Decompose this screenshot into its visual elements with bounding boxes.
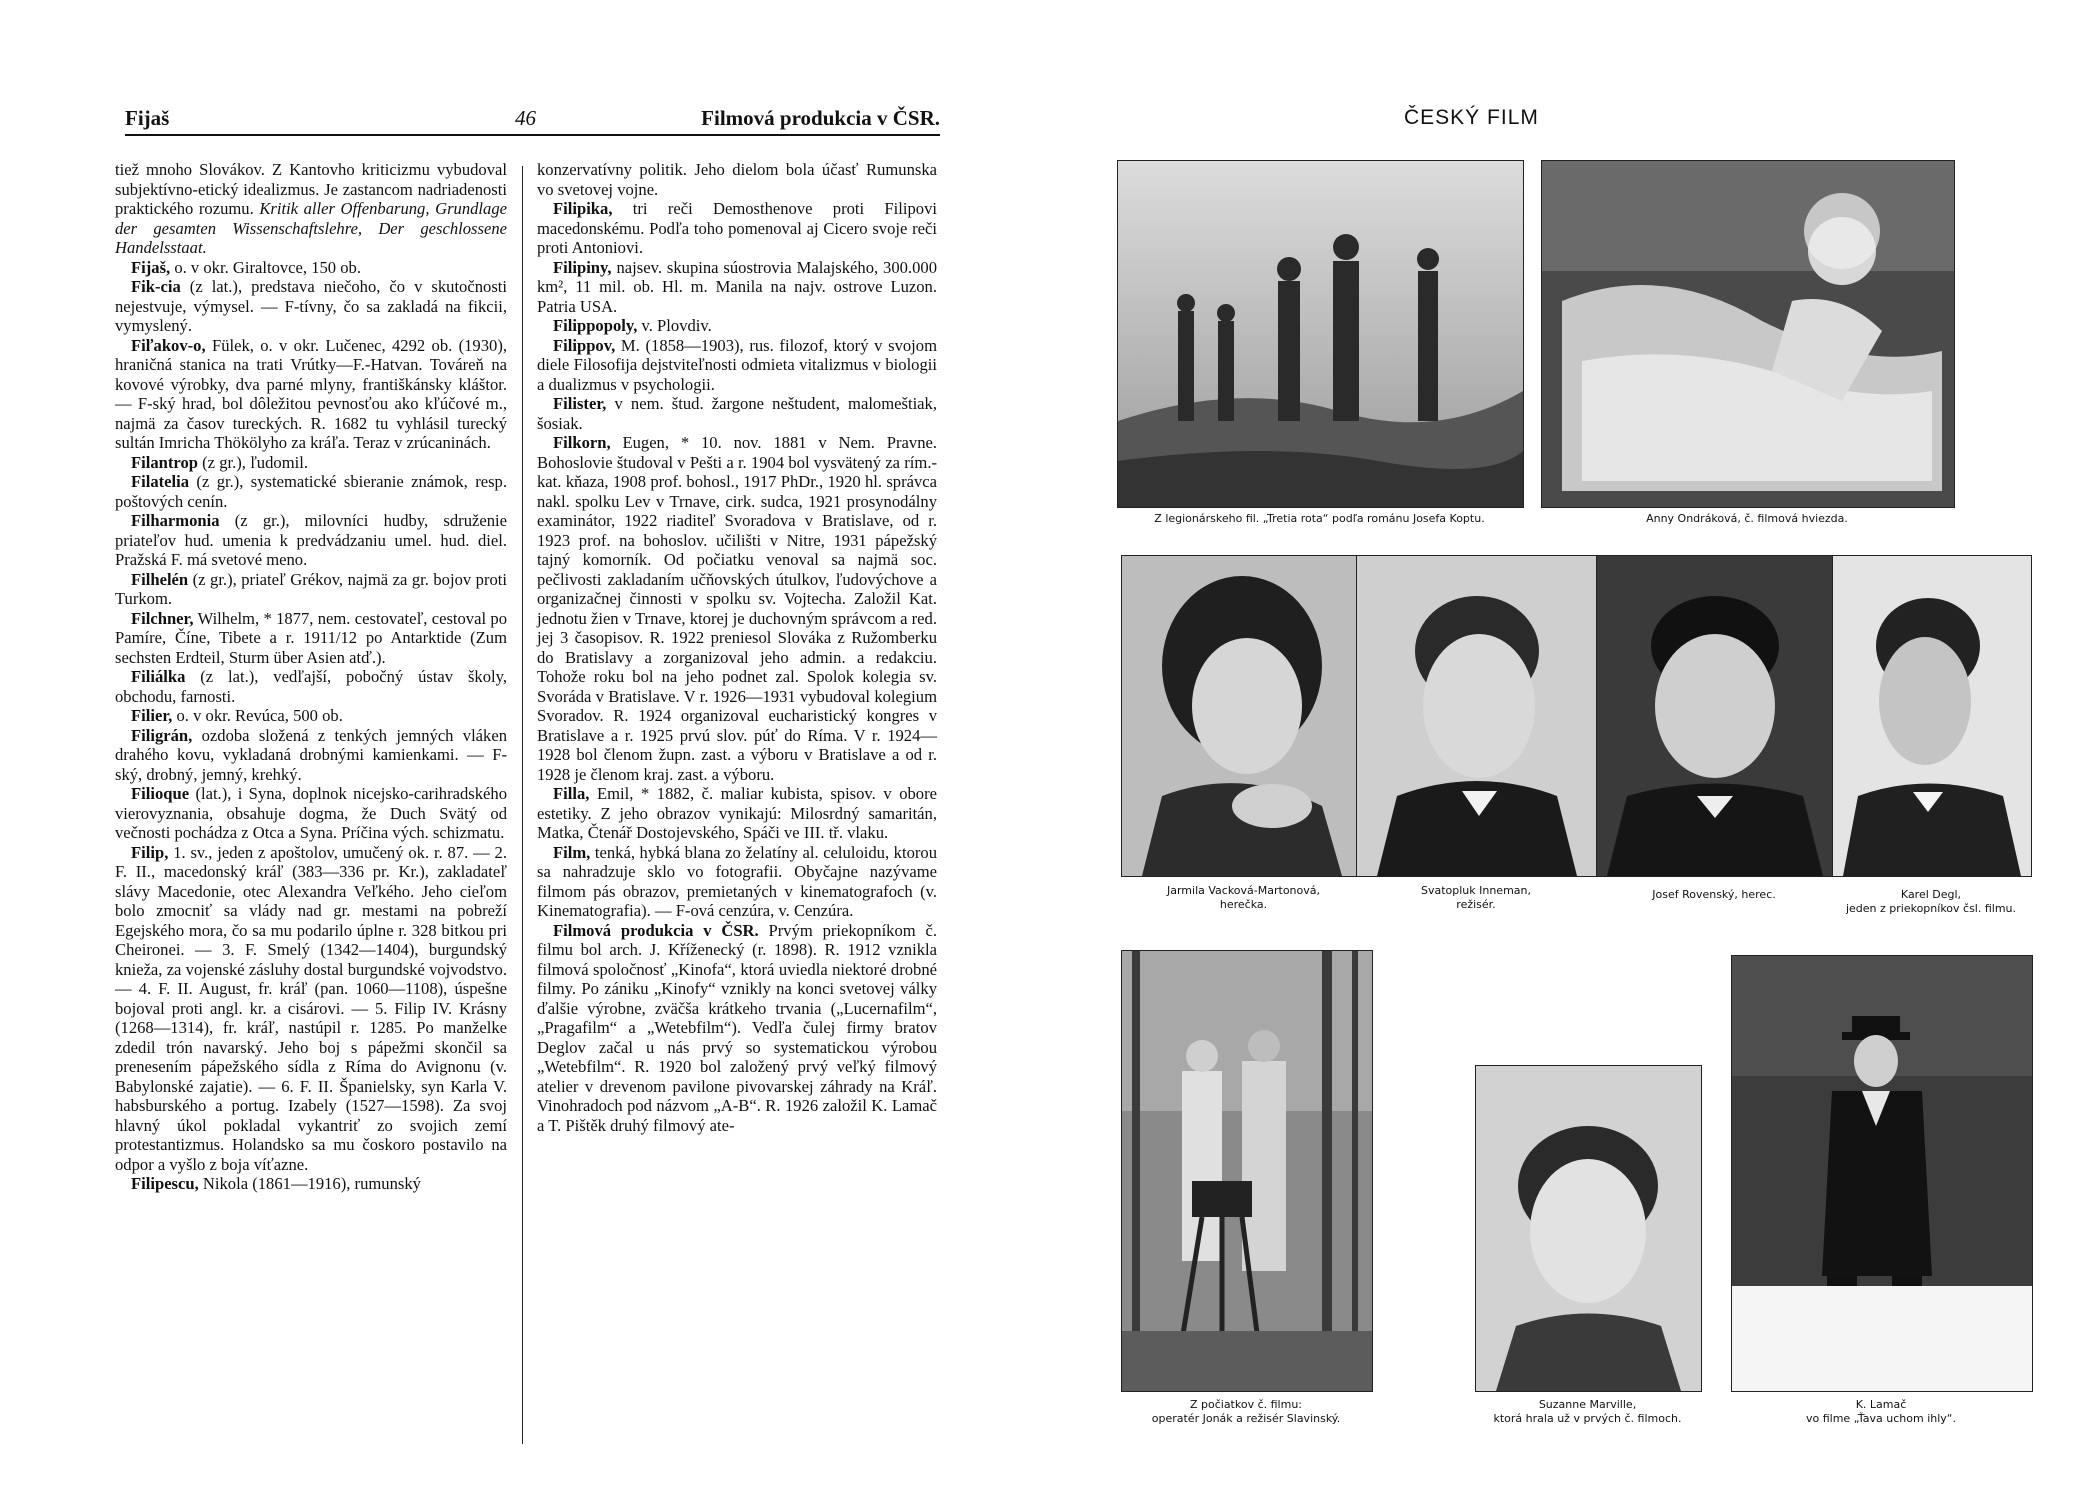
entry-paragraph: Filister, v nem. štud. žargone neštudent, malomeštiak, šosiak.	[537, 394, 937, 433]
entry-paragraph: Filatelia (z gr.), systematické sbieranie známok, resp. poštových cenín.	[115, 472, 507, 511]
column-right	[537, 160, 937, 1135]
caption-lamac: K. Lamač vo filme „Ťava uchom ihly“.	[1806, 1398, 1956, 1425]
running-header	[125, 106, 940, 132]
caption-marville: Suzanne Marville, ktorá hrala už v prvých č. filmoch.	[1493, 1398, 1682, 1425]
entry-paragraph: Fijaš, o. v okr. Giraltovce, 150 ob.	[131, 257, 361, 277]
entry-paragraph: Filier, o. v okr. Revúca, 500 ob.	[131, 706, 343, 725]
entry-paragraph: Filigrán, ozdoba složená z tenkých jemných vláken drahého kovu, vykladaná drobnými kamienkami. — F-ský, drobný, jemný, krehký.	[115, 725, 507, 784]
entry-paragraph: Filipika, tri reči Demosthenove proti Filipovi macedonskému. Podľa toho pomenoval aj Cicero svoje reči proti Antoniovi.	[537, 199, 937, 257]
caption-rovensky: Josef Rovenský, herec.	[1652, 888, 1776, 901]
entry-paragraph: Film, tenká, hybká blana zo želatíny al. celuloidu, ktorou sa nahradzuje sklo vo fotografii. Obyčajne nazývame filmom pás obrazov, premietaných v kinematografoch (v. Kinematografia). — F-ová cenzúra, v. Cenzúra.	[537, 842, 937, 920]
photo-inneman	[1356, 555, 1598, 877]
entry-paragraph: Fik-cia (z lat.), predstava niečoho, čo v skutočnosti nejestvuje, výmysel. — F-tívny, čo sa zakladá na fikcii, vymyslený.	[115, 277, 507, 335]
photo-degl	[1832, 555, 2032, 877]
entry-paragraph: Filla, Emil, * 1882, č. maliar kubista, spisov. v obore estetiky. Z jeho obrazov vynikajú: Milosrdný samaritán, Matka, Čtenář Dostojevského, Spáči ve III. tř. vlaku.	[537, 784, 937, 842]
entry-paragraph: konzervatívny politik. Jeho dielom bola účasť Rumunska vo svetovej vojne.	[537, 160, 937, 199]
entry-paragraph: tiež mnoho Slovákov. Z Kantovho kriticizmu vybudoval subjektívno-etický idealizmus. Je zastancom nadriadenosti praktického rozumu. Kritik aller Offenbarung, Grundlage der gesamten Wissenschaftslehre, Der geschlossene Handelsstaat.	[115, 160, 507, 257]
entry-paragraph: Filiálka (z lat.), vedľajší, pobočný ústav školy, obchodu, farnosti.	[115, 667, 507, 706]
caption-legionnaires: Z legionárskeho fil. „Tretia rota“ podľa románu Josefa Koptu.	[1154, 512, 1485, 525]
caption-inneman: Svatopluk Inneman, režisér.	[1420, 884, 1532, 911]
entry-paragraph: Filipiny, najsev. skupina súostrovia Malajského, 300.000 km², 11 mil. ob. Hl. m. Manila na najv. ostrove Luzon. Patria USA.	[537, 257, 937, 316]
header-rule	[125, 134, 940, 136]
caption-vackova: Jarmila Vacková-Martonová, herečka.	[1166, 884, 1320, 911]
entry-paragraph: Filharmonia (z gr.), milovníci hudby, sdruženie priateľov hud. umenia k predvádzaniu umel. hud. diel. Pražská F. má svetové meno.	[115, 511, 507, 569]
column-divider	[522, 166, 523, 1444]
entry-paragraph: Filip, 1. sv., jeden z apoštolov, umučený ok. r. 87. — 2. F. II., macedonský kráľ (383—336 pr. Kr.), zakladateľ slávy Macedonie, otec Alexandra Veľkého. Jeho cieľom bolo zmocniť sa vlády nad gr. mestami na pobreží Egejského mora, čo sa mu podarilo úplne r. 328 bitkou pri Cheironei. — 3. F. Smelý (1342—1404), burgundský knieža, za vojenské zásluhy dostal burgundské vojvodstvo. — 4. F. II. August, fr. kráľ (pan. 1060—1108), úspešne bojoval proti angl. kr. a cisárovi. — 5. Filip IV. Krásny (1268—1314), fr. kráľ, nastúpil r. 1285. Po manželke zdedil trón navarský. Jeho boj s pápežmi skončil sa prenesením pápežského sídla z Ríma do Avignonu (v. Babylonské zajatie). — 6. F. II. Španielsky, syn Karla V. habsburského a portug. Izabely (1527—1598). Za svoj hlavný úkol pokladal vykantriť zo svojich zemí protestantizmus. Holandsko sa mu čoskoro postavilo na odpor a vyšlo z boja víťazne.	[115, 842, 507, 1174]
photo-rovensky	[1596, 555, 1834, 877]
photo-ondrakova	[1541, 160, 1955, 508]
entry-paragraph: Filioque (lat.), i Syna, doplnok nicejsko-carihradského vierovyznania, obsahuje dogma, že Duch Svätý od večnosti pochádza z Otca a Syna. Príčina vých. schizmatu.	[115, 784, 507, 842]
entry-paragraph: Filippov, M. (1858—1903), rus. filozof, ktorý v svojom diele Filosofija dejstviteľnosti odmieta vitalizmus v biologii a dualizmus v psychologii.	[537, 335, 937, 394]
entry-paragraph: Filkorn, Eugen, * 10. nov. 1881 v Nem. Pravne. Bohoslovie študoval v Pešti a r. 1904 bol vysvätený za rím.-kat. kňaza, 1908 prof. bohosl., 1917 PhDr., 1920 hl. správca nakl. spolku Lev v Trnave, cirk. sudca, 1921 prosynodálny examinátor, 1922 riaditeľ Svoradova v Bratislave, od r. 1923 prof. na bohoslov. učilišti v Nitre, 1931 pápežský tajný komorník. Od počiatku venoval sa najmä soc. pečlivosti zakladaním učňovských útulkov, ľudovýchove a organizačnej činnosti v spolku sv. Vojtecha. Založil Kat. jednotu žien v Trnave, ktorej je duchovným správcom a red. jej 3 časopisov. R. 1922 preniesol Slováka z Ružomberku do Bratislavy a zorganizoval jeho admin. a redakciu. Tohože roku bol na jeho podnet zal. Spolok kolegia sv. Svoráda v Bratislave. V r. 1926—1931 vybudoval kolegium Svoradov. R. 1924 organizoval eucharistický kongres v Bratislave a r. 1925 prvú slov. púť do Ríma. V r. 1924—1928 bol členom župn. zast. a výboru v Bratislave a od r. 1928 je členom kraj. zast. a výboru.	[537, 433, 937, 784]
page-title: ČESKÝ FILM	[1404, 106, 1539, 129]
column-left	[115, 160, 507, 1194]
page-number: 46	[515, 106, 536, 130]
header-left-entry: Fijaš	[125, 106, 170, 130]
header-right-entry: Filmová produkcia v ČSR.	[701, 106, 940, 130]
entry-paragraph: Filantrop (z gr.), ľudomil.	[131, 452, 308, 472]
caption-ondrakova: Anny Ondráková, č. filmová hviezda.	[1646, 512, 1848, 525]
photo-vackova	[1121, 555, 1368, 877]
entry-paragraph: Filchner, Wilhelm, * 1877, nem. cestovateľ, cestoval po Pamíre, Číne, Tibete a r. 1911/12 po Antarktide (Zum sechsten Erdteil, Sturm über Asien atď.).	[115, 608, 507, 667]
entry-paragraph: Filipescu, Nikola (1861—1916), rumunský	[131, 1174, 421, 1193]
entry-paragraph: Filmová produkcia v ČSR. Prvým priekopníkom č. filmu bol arch. J. Kříženecký (r. 1898). R. 1912 vznikla filmová spoločnosť „Kinofa“, ktorá uviedla niektoré drobné filmy. Po zániku „Kinofy“ vznikly na konci svetovej války ďalšie výrobne, zväčša krátkeho trvania („Lucernafilm“, „Pragafilm“ a „Wetebfilm“). Vedľa čulej firmy bratov Deglov začal u nás prvý so systematickou výrobou „Wetebfilm“. R. 1920 bol založený prvý veľký filmový atelier v drevenom pavilone pivovarskej záhrady na Kráľ. Vinohradoch pod názvom „A-B“. R. 1926 založil K. Lamač a T. Pištěk druhý filmový ate-	[537, 920, 937, 1135]
caption-degl: Karel Degl, jeden z priekopníkov čsl. filmu.	[1845, 888, 2017, 915]
photo-marville	[1475, 1065, 1702, 1392]
entry-paragraph: Filippopoly, v. Plovdiv.	[553, 316, 712, 335]
entry-paragraph: Filhelén (z gr.), priateľ Grékov, najmä za gr. bojov proti Turkom.	[115, 569, 507, 608]
photo-lamac	[1731, 955, 2033, 1392]
photo-legionnaires	[1117, 160, 1524, 508]
entry-paragraph: Fiľakov-o, Fülek, o. v okr. Lučenec, 4292 ob. (1930), hraničná stanica na trati Vrútky—F.-Hatvan. Továreň na kovové výrobky, dva parné mlyny, františkánsky kláštor. — F-ský hrad, bol dôležitou pevnosťou ako kľúčové m., najmä za časov tureckých. R. 1682 tu vyhlásil turecký sultán Imricha Thökölyho za kráľa. Teraz v zrúcaninách.	[115, 335, 507, 452]
photo-early-film	[1121, 950, 1373, 1392]
caption-early-film: Z počiatkov č. filmu: operatér Jonák a režisér Slavinský.	[1151, 1398, 1341, 1425]
